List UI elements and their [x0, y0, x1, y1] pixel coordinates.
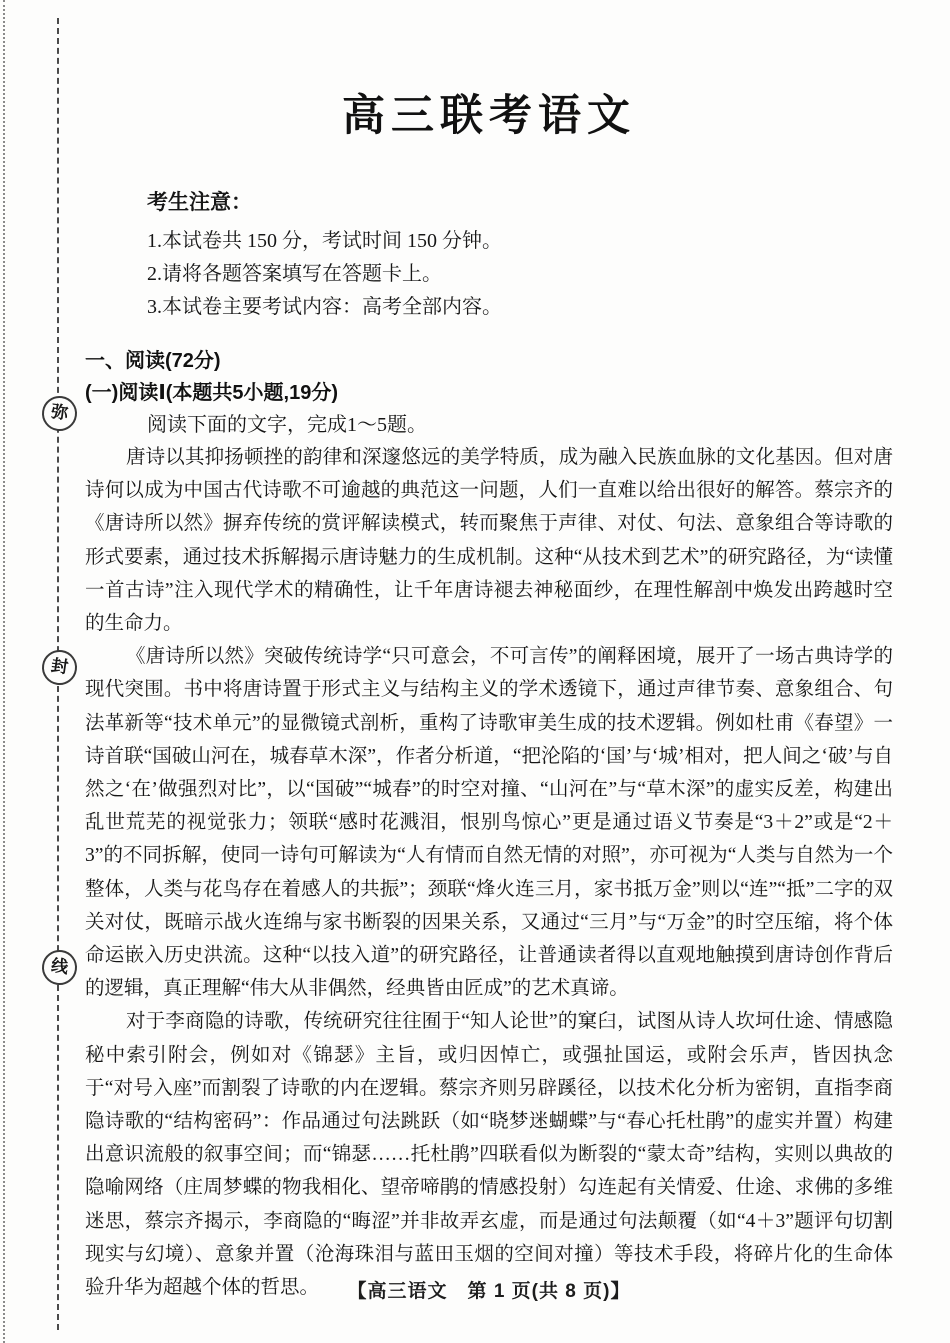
- exam-title: 高三联考语文: [342, 92, 636, 140]
- reading-passage: [85, 441, 893, 1304]
- notice-item-3: 3.本试卷主要考试内容：高考全部内容。: [147, 296, 502, 318]
- passage-paragraph-3: 对于李商隐的诗歌，传统研究往往囿于“知人论世”的窠臼，试图从诗人坎坷仕途、情感隐秘中索引附会，例如对《锦瑟》主旨，或归因悼亡，或强扯国运，或附会乐声，皆因执念于“对号入座”而割裂了诗歌的内在逻辑。蔡宗齐则另辟蹊径，以技术化分析为密钥，直指李商隐诗歌的“结构密码”：作品通过句法跳跃（如“晓梦迷蝴蝶”与“春心托杜鹃”的虚实并置）构建出意识流般的叙事空间；而“锦瑟……托杜鹃”四联看似为断裂的“蒙太奇”结构，实则以典故的隐喻网络（庄周梦蝶的物我相化、望帝啼鹃的情感投射）勾连起有关情爱、仕途、求佛的多维迷思，蔡宗齐揭示，李商隐的“晦涩”并非故弄玄虚，而是通过句法颠覆（如“4＋3”题评句切割现实与幻境）、意象并置（沧海珠泪与蓝田玉烟的空间对撞）等技术手段，将碎片化的生命体验升华为超越个体的哲思。: [85, 1011, 893, 1299]
- seal-char-feng: 封: [40, 648, 80, 688]
- notice-item-2: 2.请将各题答案填写在答题卡上。: [147, 263, 442, 285]
- notice-heading: 考生注意：: [147, 191, 252, 214]
- examinee-notice: [147, 186, 847, 324]
- section-heading-reading: 一、阅读(72分): [85, 350, 221, 372]
- page-content: [85, 0, 893, 1343]
- notice-item-1: 1.本试卷共 150 分，考试时间 150 分钟。: [147, 230, 502, 252]
- page-footer: 【高三语文 第 1 页(共 8 页)】: [347, 1281, 631, 1302]
- seal-char-xian: 线: [40, 948, 80, 988]
- passage-paragraph-2: 《唐诗所以然》突破传统诗学“只可意会，不可言传”的阐释困境，展开了一场古典诗学的现代突围。书中将唐诗置于形式主义与结构主义的学术透镜下，通过声律节奏、意象组合、句法革新等“技术单元”的显微镜式剖析，重构了诗歌审美生成的技术逻辑。例如杜甫《春望》一诗首联“国破山河在，城春草木深”，作者分析道，“把沦陷的‘国’与‘城’相对，把人间之‘破’与自然之‘在’做强烈对比”，以“国破”“城春”的时空对撞、“山河在”与“草木深”的虚实反差，构建出乱世荒芜的视觉张力；领联“感时花溅泪，恨别鸟惊心”更是通过语义节奏是“3＋2”或是“2＋3”的不同拆解，使同一诗句可解读为“人有情而自然无情的对照”，亦可视为“人类与自然为一个整体，人类与花鸟存在着感人的共振”；颈联“烽火连三月，家书抵万金”则以“连”“抵”二字的双关对仗，既暗示战火连绵与家书断裂的因果关系，又通过“三月”与“万金”的时空压缩，将个体命运嵌入历史洪流。这种“以技入道”的研究路径，让普通读者得以直观地触摸到唐诗创作背后的逻辑，真正理解“伟大从非偶然，经典皆由匠成”的艺术真谛。: [85, 646, 893, 1000]
- passage-paragraph-1: 唐诗以其抑扬顿挫的韵律和深邃悠远的美学特质，成为融入民族血脉的文化基因。但对唐诗何以成为中国古代诗歌不可逾越的典范这一问题，人们一直难以给出很好的解答。蔡宗齐的《唐诗所以然》摒弃传统的赏评解读模式，转而聚焦于声律、对仗、句法、意象组合等诗歌的形式要素，通过技术拆解揭示唐诗魅力的生成机制。这种“从技术到艺术”的研究路径，为“读懂一首古诗”注入现代学术的精确性，让千年唐诗褪去神秘面纱，在理性解剖中焕发出跨越时空的生命力。: [85, 447, 893, 635]
- seal-char-mi: 弥: [40, 394, 80, 434]
- page-edge-dotted-line: [3, 0, 5, 1343]
- subsection-heading-reading-1: (一)阅读Ⅰ(本题共5小题,19分): [85, 382, 339, 404]
- reading-instruction: 阅读下面的文字，完成1～5题。: [147, 414, 427, 436]
